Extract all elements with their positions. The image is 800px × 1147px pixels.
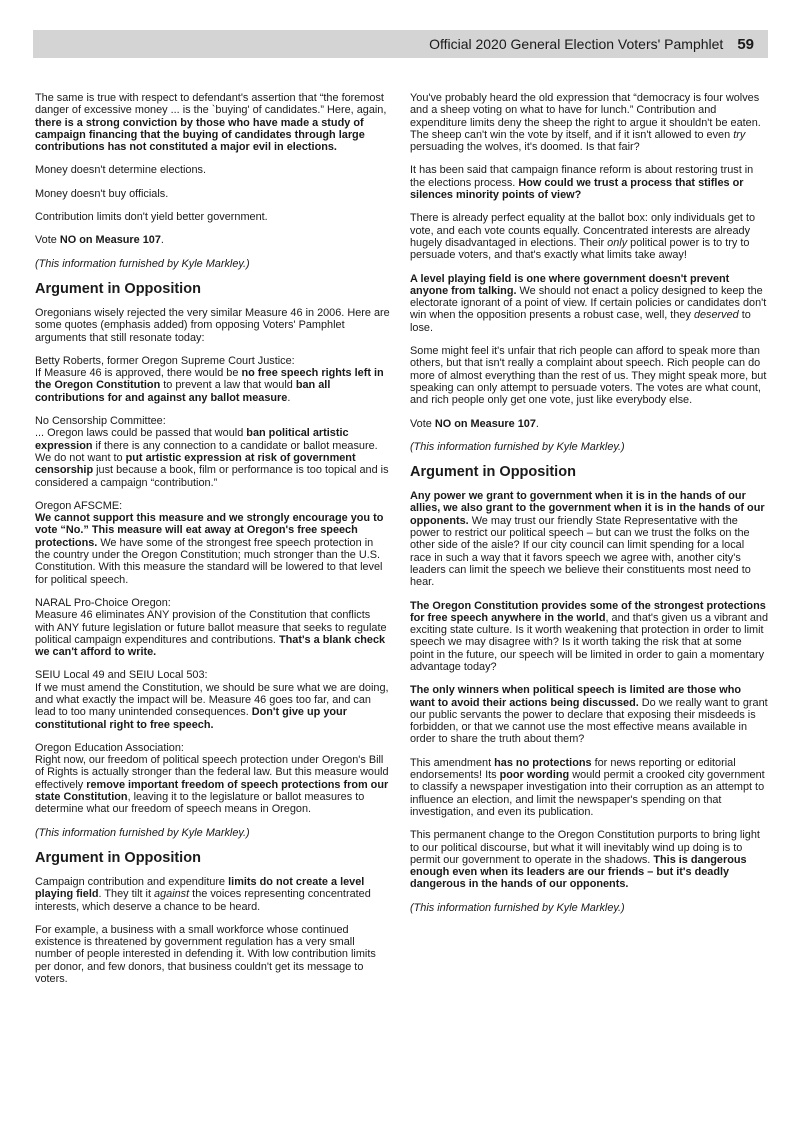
paragraph: Oregonians wisely rejected the very similar Measure 46 in 2006. Here are some quotes (emphasis added) from opposing Voters' Pamphlet arguments that still resonate today: <box>35 306 390 344</box>
paragraph: This amendment has no protections for news reporting or editorial endorsements! Its poor wording would permit a crooked city government to classify a newspaper investigation into their corruption as an attempt to influence an election, and limit the newspaper's spending on that investigation, and even its publication. <box>410 756 765 818</box>
source-credit: (This information furnished by Kyle Markley.) <box>35 257 250 270</box>
paragraph: Campaign contribution and expenditure limits do not create a level playing field. They tilt it against the voices representing concentrated interests, which deserve a chance to be heard. <box>35 875 371 913</box>
paragraph: For example, a business with a small workforce whose continued existence is threatened by government regulation has a very small number of people interested in defending it. With low contribution limits per donor, and few donors, that business couldn't get its message to voters. <box>35 923 376 986</box>
section-heading: Argument in Opposition <box>35 849 201 866</box>
paragraph: The same is true with respect to defendant's assertion that “the foremost danger of excessive money ... is the `buying' of candidates.” Here, again, there is a strong conviction by those who have made a study of campaign financing that the buying of candidates through large contributions has not constituted a major evil in elections. <box>35 92 387 154</box>
section-heading: Argument in Opposition <box>410 464 576 481</box>
paragraph: There is already perfect equality at the ballot box: only individuals get to vote, and each vote counts equally. Concentrated interests are already hugely disadvantaged in elections. Their only political power is to try to persuade voters, and that's exactly what limits take away! <box>410 212 756 262</box>
pamphlet-title: Official 2020 General Election Voters' Pamphlet <box>429 36 724 52</box>
paragraph: This permanent change to the Oregon Constitution purports to bring light to our political discourse, but what it will inevitably wind up doing is to permit our government to operate in the shadows. This is dangerous enough even when its leaders are our friends – but it's deadly dangerous in the hands of our opponents. <box>410 829 760 891</box>
paragraph: It has been said that campaign finance reform is about restoring trust in the elections process. How could we trust a process that stifles or silences minority points of view? <box>410 164 754 202</box>
section-heading: Argument in Opposition <box>35 280 201 297</box>
quote-roberts: Betty Roberts, former Oregon Supreme Court Justice: If Measure 46 is approved, there would be no free speech rights left in the Oregon Constitution to prevent a law that would ban all contributions for and against any ballot measure. <box>35 354 384 404</box>
source-credit: (This information furnished by Kyle Markley.) <box>410 440 625 453</box>
quote-oea: Oregon Education Association: Right now, our freedom of political speech protection under Oregon's Bill of Rights is actually stronger than the federal law. But this measure would effectively remove important freedom of speech protections from our state Constitution, leaving it to the legislature or ballot measures to determine what our freedom of speech means in Oregon. <box>35 741 389 816</box>
quote-naral: NARAL Pro-Choice Oregon: Measure 46 eliminates ANY provision of the Constitution that conflicts with ANY future legislation or future ballot measure that seeks to regulate political campaign expenditures and contributions. That's a blank check we can't afford to write. <box>35 596 387 659</box>
quote-afscme: Oregon AFSCME: We cannot support this measure and we strongly encourage you to vote “No.” This measure will eat away at Oregon's free speech protections. We have some of the strongest free speech protection in the country under the Oregon Constitution; much stronger than the U.S. Constitution. With this measure the standard will be lowered to that level for political speech. <box>35 499 384 586</box>
page-number: 59 <box>737 35 754 53</box>
source-credit: (This information furnished by Kyle Markley.) <box>35 826 250 839</box>
paragraph: Money doesn't determine elections. <box>35 164 206 177</box>
paragraph: A level playing field is one where government doesn't prevent anyone from talking. We should not enact a policy designed to keep the electorate ignorant of a point of view. If certain policies or candidates don't win when the opposition presents a robust case, well, they deserved to lose. <box>410 272 767 334</box>
paragraph: Contribution limits don't yield better government. <box>35 211 268 224</box>
paragraph: The Oregon Constitution provides some of the strongest protections for free speech anywhere in the world, and that's given us a vibrant and exciting state culture. Is it worth weakening that protection in order to limit speech we may disagree with? Is it worth taking the risk that at some point in the future, our speech will be limited in order to gain a momentary advantage today? <box>410 599 769 673</box>
paragraph: The only winners when political speech is limited are those who want to avoid their actions being discussed. Do we really want to grant our public servants the power to declare that exposing their misdeeds is forbidden, or that we cannot use the most effective means available in order to share the truth about them? <box>410 684 768 746</box>
vote-line: Vote NO on Measure 107. <box>410 417 539 430</box>
quote-ncc: No Censorship Committee: ... Oregon laws could be passed that would ban political artistic expression if there is any connection to a candidate or ballot measure. We do not want to put artistic expression at risk of government censorship just because a book, film or performance is too topical and is considered a campaign “contribution.” <box>35 415 389 489</box>
paragraph: Some might feel it's unfair that rich people can afford to speak more than others, but that isn't really a complaint about speech. Rich people can do more of almost everything than the rest of us. They might speak more, but speaking can only attempt to persuade voters. The votes are what count, and rich people only get one vote, just like everybody else. <box>410 345 767 407</box>
quote-seiu: SEIU Local 49 and SEIU Local 503: If we must amend the Constitution, we should be sure what we are doing, and what exactly the impact will be. Measure 46 goes too far, and can lead to too many unintended consequences. Don't give up your constitutional right to free speech. <box>35 669 389 731</box>
page-header <box>33 30 768 58</box>
source-credit: (This information furnished by Kyle Markley.) <box>410 901 625 914</box>
paragraph: You've probably heard the old expression that “democracy is four wolves and a sheep voting on what to have for lunch.” Contribution and expenditure limits deny the sheep the right to argue it shouldn't be eaten. The sheep can't win the vote by itself, and if it isn't allowed to even try persuading the wolves, it's doomed. Is that fair? <box>410 92 761 154</box>
paragraph: Any power we grant to government when it is in the hands of our allies, we also grant to the government when it is in the hands of our opponents. We may trust our friendly State Representative with the power to restrict our political speech – but can we trust the folks on the other side of the aisle? If our city council can limit spending for a local race in such a way that it favors speech we agree with, another city's leaders can limit the speech we believe their constituents most need to hear. <box>410 490 765 589</box>
paragraph: Money doesn't buy officials. <box>35 187 169 200</box>
right-column <box>410 92 768 925</box>
vote-line: Vote NO on Measure 107. <box>35 234 164 247</box>
left-column <box>35 92 390 996</box>
